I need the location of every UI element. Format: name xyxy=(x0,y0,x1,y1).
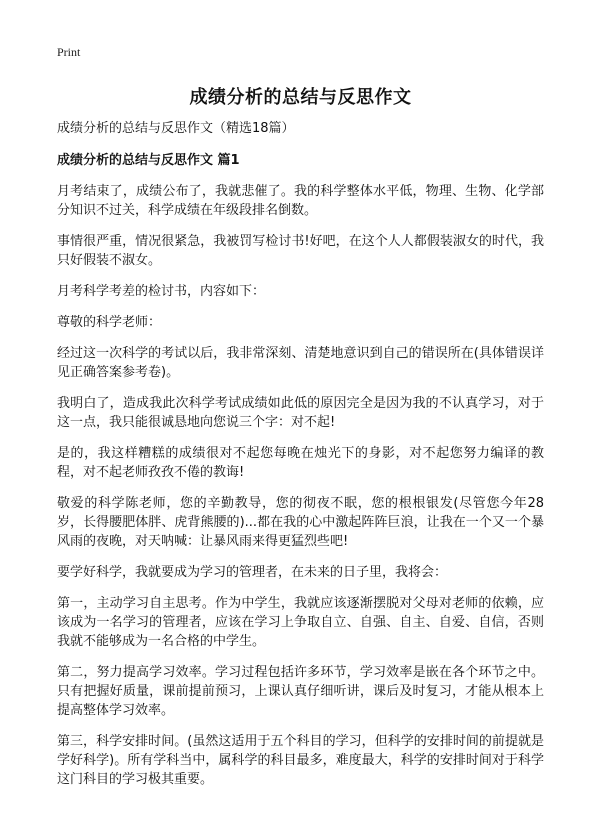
paragraph: 事情很严重，情况很紧急，我被罚写检讨书!好吧，在这个人人都假装淑女的时代，我只好假装不淑女。 xyxy=(57,234,544,268)
paragraph: 我明白了，造成我此次科学考试成绩如此低的原因完全是因为我的不认真学习，对于这一点，我只能很诚恳地向您说三个字：对不起! xyxy=(57,396,544,430)
document-title: 成绩分析的总结与反思作文 xyxy=(189,87,412,108)
paragraph: 第一，主动学习自主思考。作为中学生，我就应该逐渐摆脱对父母对老师的依赖，应该成为一名学习的管理者，应该在学习上争取自立、自强、自主、自爱、自信，否则我就不能够成为一名合格的中学生。 xyxy=(57,596,544,649)
paragraph: 月考科学考差的检讨书，内容如下： xyxy=(57,284,266,299)
paragraph: 要学好科学，我就要成为学习的管理者，在未来的日子里，我将会： xyxy=(57,565,448,580)
paragraph: 月考结束了，成绩公布了，我就悲催了。我的科学整体水平低，物理、生物、化学部分知识不过关，科学成绩在年级段排名倒数。 xyxy=(57,184,544,218)
document-subtitle: 成绩分析的总结与反思作文（精选18篇） xyxy=(57,121,295,136)
paragraph: 第二，努力提高学习效率。学习过程包括许多环节，学习效率是嵌在各个环节之中。只有把握好质量，课前提前预习，上课认真仔细听讲，课后及时复习，才能从根本上提高整体学习效率。 xyxy=(57,665,544,718)
section-heading: 成绩分析的总结与反思作文 篇1 xyxy=(57,153,240,168)
paragraph: 经过这一次科学的考试以后，我非常深刻、清楚地意识到自己的错误所在(具体错误详见正确答案参考卷)。 xyxy=(57,346,544,380)
paragraph: 尊敬的科学老师： xyxy=(57,315,162,330)
print-link[interactable]: Print xyxy=(57,45,81,59)
paragraph: 是的，我这样糟糕的成绩很对不起您每晚在烛光下的身影，对不起您努力编译的教程，对不起老师孜孜不倦的教诲! xyxy=(57,446,544,480)
paragraph: 第三，科学安排时间。(虽然这适用于五个科目的学习，但科学的安排时间的前提就是学好科学)。所有学科当中，属科学的科目最多，难度最大，科学的安排时间对于科学这门科目的学习极其重要。 xyxy=(57,734,544,787)
paragraph: 敬爱的科学陈老师，您的辛勤教导，您的彻夜不眠，您的根根银发(尽管您今年28岁，长得腰肥体胖、虎背熊腰的)...都在我的心中激起阵阵巨浪，让我在一个又一个暴风雨的夜晚，对天呐喊：让暴风雨来得更猛烈些吧! xyxy=(57,496,544,549)
